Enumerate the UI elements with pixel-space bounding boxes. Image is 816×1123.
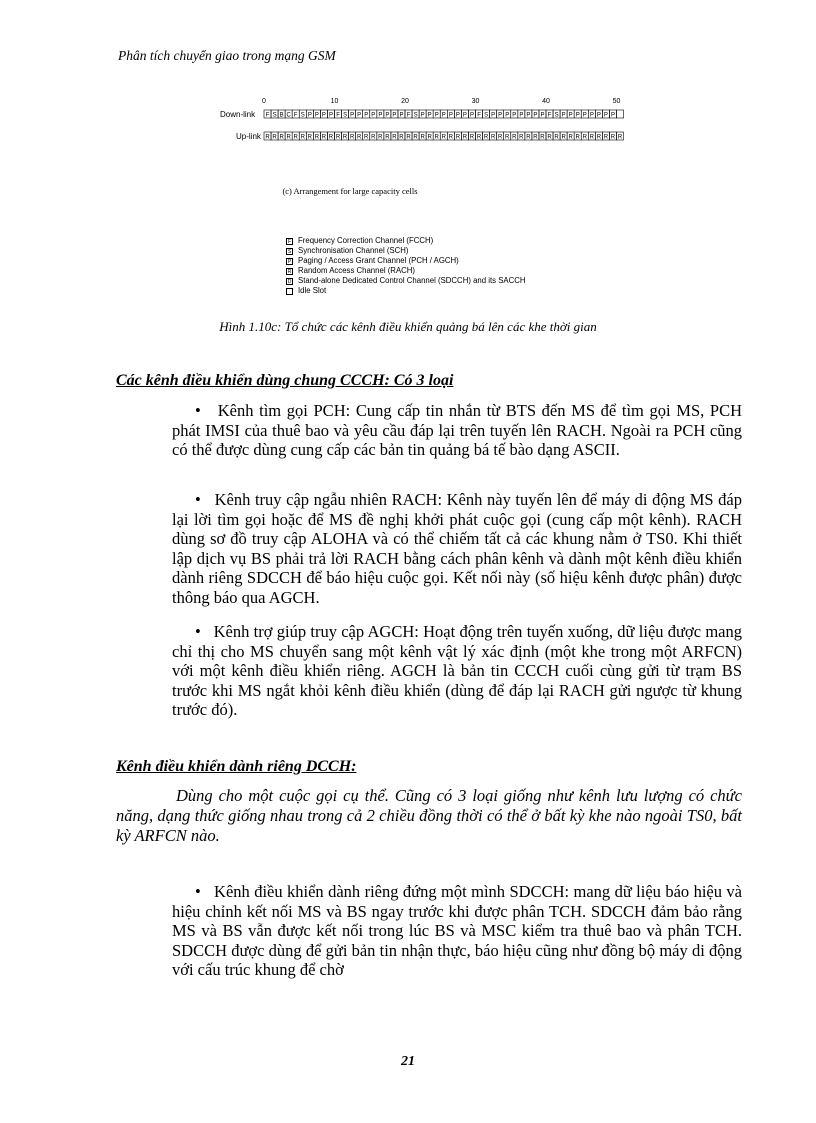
slot-symbol: P bbox=[526, 112, 531, 119]
slot-symbol: R bbox=[441, 134, 446, 141]
slot-symbol: R bbox=[279, 134, 284, 141]
slot-symbol: P bbox=[427, 112, 432, 119]
slot-symbol: R bbox=[526, 134, 531, 141]
slot-symbol: R bbox=[448, 134, 453, 141]
slot-symbol: R bbox=[385, 134, 390, 141]
slot-symbol: P bbox=[589, 112, 594, 119]
slot-symbol: P bbox=[491, 112, 496, 119]
tick-label: 20 bbox=[401, 98, 409, 105]
list-item bbox=[172, 882, 742, 980]
bullet-text: • Kênh tìm gọi PCH: Cung cấp tin nhắn từ BTS đến MS để tìm gọi MS, PCH phát IMSI của thuê bao và yêu cầu đáp lại trên tuyến lên RACH. Ngoài ra PCH cũng có thể được dùng cung cấp các bản tin quảng bá tế bào dạng ASCII. bbox=[172, 401, 742, 459]
slot-symbol: P bbox=[596, 112, 601, 119]
slot-symbol: F bbox=[265, 112, 270, 119]
slot-symbol: P bbox=[455, 112, 460, 119]
slot-symbol: P bbox=[603, 112, 608, 119]
slot-symbol: P bbox=[314, 112, 319, 119]
tick-label: 50 bbox=[612, 98, 621, 105]
section-heading-ccch bbox=[116, 372, 453, 390]
slot-symbol: R bbox=[335, 134, 341, 141]
legend-symbol: F bbox=[287, 238, 292, 245]
section-heading-ccch-rest: : Có 3 loại bbox=[384, 372, 454, 389]
bullet-text: • Kênh truy cập ngẫu nhiên RACH: Kênh này tuyến lên để máy di động MS đáp lại lời tìm gọi hoặc để MS đề nghị khởi phát cuộc gọi (cung cấp một kênh). RACH dùng sơ đồ truy cập ALOHA và có thể chiếm tất cả các khung nằm ở TS0. Khi thiết lập dịch vụ BS phải trả lời RACH bằng cách phân kênh và dành một kênh điều khiển dành riêng SDCCH để báo hiệu cuộc gọi. Kết nối này (số hiệu kênh được phân) được thông báo qua AGCH. bbox=[172, 490, 742, 607]
slot-symbol: F bbox=[406, 112, 411, 119]
slot-symbol: P bbox=[582, 112, 587, 119]
slot-symbol: S bbox=[272, 112, 277, 119]
slot-symbol: R bbox=[349, 134, 355, 141]
legend-text: Idle Slot bbox=[298, 286, 327, 295]
slot-symbol: F bbox=[477, 112, 481, 119]
slot-symbol: R bbox=[392, 134, 397, 141]
slot-symbol: R bbox=[265, 134, 270, 141]
slot-symbol: P bbox=[321, 112, 326, 119]
slot-symbol: P bbox=[533, 112, 538, 119]
slot-symbol: R bbox=[519, 134, 524, 141]
slot-symbol: P bbox=[357, 112, 362, 119]
legend-item bbox=[286, 266, 526, 276]
slot-symbol: P bbox=[575, 112, 580, 119]
slot-symbol: P bbox=[434, 112, 439, 119]
running-header: Phân tích chuyển giao trong mạng GSM bbox=[118, 48, 336, 63]
legend-item bbox=[286, 286, 526, 296]
page-number: 21 bbox=[401, 1054, 415, 1069]
legend-text: Paging / Access Grant Channel (PCH / AGCH) bbox=[298, 256, 459, 265]
slot-symbol: P bbox=[540, 112, 545, 119]
slot-symbol: P bbox=[448, 112, 453, 119]
tick-label: 0 bbox=[262, 98, 266, 105]
slot-symbol: P bbox=[505, 112, 510, 119]
slot-symbol: R bbox=[498, 134, 503, 141]
slot-symbol: F bbox=[547, 112, 552, 119]
slot-symbol: R bbox=[617, 134, 623, 141]
slot-symbol: P bbox=[378, 112, 383, 119]
section-heading-ccch-title: Các kênh điều khiển dùng chung CCCH bbox=[116, 372, 385, 389]
slot-symbol: P bbox=[385, 112, 390, 119]
bullet-text: • Kênh điều khiển dành riêng đứng một mình SDCCH: mang dữ liệu báo hiệu và hiệu chỉnh kết nối MS và BS ngay trước khi được phân TCH. SDCCH đảm bảo rằng MS và BS vẫn được kết nối trong lúc BS và MSC kiểm tra thuê bao và phân TCH. SDCCH được dùng để gửi bản tin nhận thực, báo hiệu cũng như đồng bộ máy di động với cấu trúc khung để chờ bbox=[172, 882, 742, 979]
legend-text: Frequency Correction Channel (FCCH) bbox=[298, 236, 434, 245]
slot-symbol: S bbox=[554, 112, 559, 119]
list-item bbox=[172, 622, 742, 720]
slot-symbol: R bbox=[420, 134, 425, 141]
legend-text: Random Access Channel (RACH) bbox=[298, 266, 415, 275]
slot-symbol: R bbox=[589, 134, 594, 141]
slot-symbol: R bbox=[603, 134, 609, 141]
slot-symbol: P bbox=[399, 112, 404, 119]
slot-symbol: R bbox=[512, 134, 517, 141]
slot-symbol: C bbox=[286, 112, 291, 119]
slot-symbol: R bbox=[307, 134, 312, 141]
legend-symbol: R bbox=[287, 268, 292, 275]
slot-symbol: P bbox=[498, 112, 503, 119]
slot-symbol: P bbox=[371, 112, 376, 119]
slot-symbol: R bbox=[321, 134, 327, 141]
slot-symbol: B bbox=[279, 112, 284, 119]
slot-symbol: P bbox=[328, 112, 333, 119]
section-intro: Dùng cho một cuộc gọi cụ thể. Cũng có 3 loại giống như kênh lưu lượng có chức năng, dạng thức giống nhau trong cả 2 chiều đồng thời có thể ở bất kỳ khe nào ngoài TS0, bất kỳ ARFCN nào. bbox=[116, 786, 742, 845]
frame-structure-diagram bbox=[220, 94, 640, 156]
slot-symbol: R bbox=[490, 134, 496, 141]
slot-symbol: R bbox=[476, 134, 482, 141]
legend-item bbox=[286, 236, 526, 246]
slot-symbol: R bbox=[533, 134, 538, 141]
slot-symbol: R bbox=[364, 134, 369, 141]
slot-symbol: P bbox=[441, 112, 446, 119]
slot-symbol: R bbox=[469, 134, 475, 141]
slot-symbol: R bbox=[462, 134, 468, 141]
slot-symbol: R bbox=[455, 134, 461, 141]
tick-label: 40 bbox=[542, 98, 550, 105]
slot-symbol: P bbox=[610, 112, 615, 119]
legend-symbol bbox=[286, 288, 293, 295]
slot-symbol: P bbox=[307, 112, 312, 119]
slot-symbol: R bbox=[434, 134, 439, 141]
slot-symbol: P bbox=[512, 112, 517, 119]
slot-symbol: R bbox=[505, 134, 510, 141]
legend-text: Synchronisation Channel (SCH) bbox=[298, 246, 409, 255]
slot-symbol: R bbox=[568, 134, 573, 141]
slot-symbol: R bbox=[399, 134, 404, 141]
downlink-label: Down-link bbox=[220, 110, 256, 119]
slot-symbol: F bbox=[293, 112, 298, 119]
slot-symbol: R bbox=[314, 134, 320, 141]
slot-symbol: P bbox=[561, 112, 566, 119]
slot-symbol: P bbox=[350, 112, 355, 119]
section-heading-dcch: Kênh điều khiển dành riêng DCCH: bbox=[116, 758, 357, 775]
slot-symbol: P bbox=[364, 112, 369, 119]
list-item bbox=[172, 490, 742, 607]
figure-subcaption: (c) Arrangement for large capacity cells bbox=[282, 186, 418, 196]
legend-symbol: D bbox=[287, 278, 292, 285]
slot-symbol: P bbox=[469, 112, 474, 119]
slot-symbol: P bbox=[568, 112, 573, 119]
slot-symbol: R bbox=[293, 134, 298, 141]
slot-symbol: R bbox=[286, 134, 291, 141]
slot-symbol: R bbox=[540, 134, 545, 141]
slot-symbol: R bbox=[575, 134, 580, 141]
slot-symbol: S bbox=[484, 112, 489, 119]
figure-legend bbox=[286, 236, 526, 296]
slot-symbol: R bbox=[413, 134, 418, 141]
slot-symbol: S bbox=[300, 112, 305, 119]
slot-symbol: R bbox=[483, 134, 489, 141]
tick-label: 10 bbox=[330, 98, 339, 105]
slot-symbol: R bbox=[406, 134, 411, 141]
slot-symbol: R bbox=[547, 134, 552, 141]
slot-symbol: P bbox=[462, 112, 467, 119]
slot-symbol: R bbox=[610, 134, 616, 141]
slot-symbol: P bbox=[519, 112, 524, 119]
slot-symbol: R bbox=[582, 134, 587, 141]
slot-symbol: S bbox=[343, 112, 348, 119]
list-item bbox=[172, 401, 742, 460]
slot-symbol: R bbox=[596, 134, 602, 141]
slot-symbol: R bbox=[554, 134, 559, 141]
legend-item bbox=[286, 256, 526, 266]
slot-symbol: S bbox=[413, 112, 418, 119]
slot-symbol: R bbox=[378, 134, 383, 141]
legend-item bbox=[286, 276, 526, 286]
slot-symbol: F bbox=[336, 112, 340, 119]
slot-symbol: R bbox=[272, 134, 277, 141]
legend-item bbox=[286, 246, 526, 256]
slot-symbol: R bbox=[342, 134, 348, 141]
slot-symbol: R bbox=[300, 134, 305, 141]
uplink-label: Up-link bbox=[236, 132, 261, 141]
bullet-text: • Kênh trợ giúp truy cập AGCH: Hoạt động trên tuyến xuống, dữ liệu được mang chỉ thị cho MS chuyển sang một kênh vật lý xác định (một khe trong một ARFCN) với một kênh điều khiển riêng. AGCH là bản tin CCCH cuối cùng gửi từ trạm BS trước khi MS ngắt khỏi kênh điều khiển (dùng để đáp lại RACH gửi ngược từ khung trước đó). bbox=[172, 622, 742, 719]
legend-symbol: P bbox=[287, 258, 292, 265]
slot-symbol: R bbox=[427, 134, 432, 141]
legend-text: Stand-alone Dedicated Control Channel (SDCCH) and its SACCH bbox=[298, 276, 526, 285]
legend-symbol: S bbox=[287, 248, 292, 255]
slot bbox=[617, 110, 624, 118]
slot-symbol: R bbox=[561, 134, 566, 141]
slot-symbol: P bbox=[420, 112, 425, 119]
figure-caption: Hình 1.10c: Tổ chức các kênh điều khiển quảng bá lên các khe thời gian bbox=[219, 319, 597, 334]
tick-label: 30 bbox=[471, 98, 480, 105]
slot-symbol: R bbox=[328, 134, 334, 141]
slot-symbol: P bbox=[392, 112, 397, 119]
slot-symbol: R bbox=[371, 134, 376, 141]
slot-symbol: R bbox=[357, 134, 362, 141]
